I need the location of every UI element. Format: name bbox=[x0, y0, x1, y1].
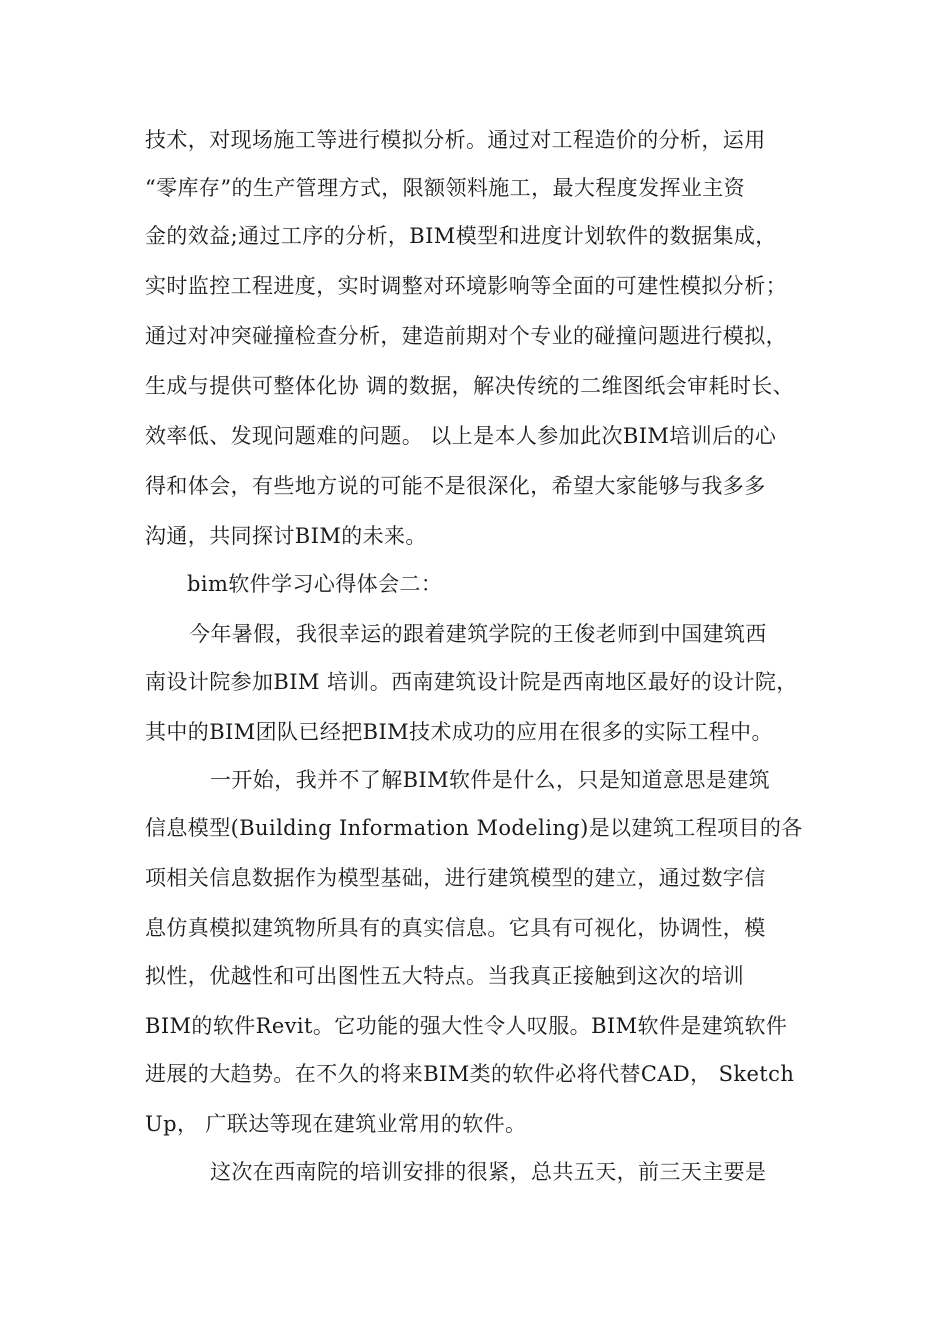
text-line: 得和体会，有些地方说的可能不是很深化，希望大家能够与我多多 bbox=[145, 474, 766, 498]
text-line: 信息模型(Building Information Modeling)是以建筑工程项目的各 bbox=[145, 816, 803, 840]
paragraph-first-line: 这次在西南院的培训安排的很紧，总共五天，前三天主要是 bbox=[210, 1160, 767, 1184]
paragraph-first-line: 今年暑假，我很幸运的跟着建筑学院的王俊老师到中国建筑西 bbox=[189, 622, 767, 646]
text-line: 其中的BIM团队已经把BIM技术成功的应用在很多的实际工程中。 bbox=[145, 720, 773, 744]
text-line: 金的效益;通过工序的分析，BIM模型和进度计划软件的数据集成， bbox=[145, 224, 777, 248]
text-line: 实时监控工程进度，实时调整对环境影响等全面的可建性模拟分析； bbox=[145, 274, 787, 298]
section-heading: bim软件学习心得体会二： bbox=[187, 572, 443, 596]
text-line: Up， 广联达等现在建筑业常用的软件。 bbox=[145, 1112, 527, 1136]
text-line: 南设计院参加BIM 培训。西南建筑设计院是西南地区最好的设计院， bbox=[145, 670, 798, 694]
text-line: 效率低、发现问题难的问题。 以上是本人参加此次BIM培训后的心 bbox=[145, 424, 777, 448]
text-line: 通过对冲突碰撞检查分析，建造前期对个专业的碰撞问题进行模拟， bbox=[145, 324, 787, 348]
text-line: 项相关信息数据作为模型基础，进行建筑模型的建立，通过数字信 bbox=[145, 866, 766, 890]
text-line: 沟通，共同探讨BIM的未来。 bbox=[145, 524, 427, 548]
text-line: 生成与提供可整体化协 调的数据，解决传统的二维图纸会审耗时长、 bbox=[145, 374, 795, 398]
text-line: BIM的软件Revit。它功能的强大性令人叹服。BIM软件是建筑软件 bbox=[145, 1014, 788, 1038]
text-line: 技术，对现场施工等进行模拟分析。通过对工程造价的分析，运用 bbox=[145, 128, 766, 152]
text-line: 进展的大趋势。在不久的将来BIM类的软件必将代替CAD， Sketch bbox=[145, 1062, 795, 1086]
text-line: 拟性，优越性和可出图性五大特点。当我真正接触到这次的培训 bbox=[145, 964, 745, 988]
text-line: 息仿真模拟建筑物所具有的真实信息。它具有可视化，协调性，模 bbox=[145, 916, 766, 940]
paragraph-first-line: 一开始，我并不了解BIM软件是什么，只是知道意思是建筑 bbox=[210, 768, 771, 792]
text-line: “零库存”的生产管理方式，限额领料施工，最大程度发挥业主资 bbox=[145, 176, 746, 200]
